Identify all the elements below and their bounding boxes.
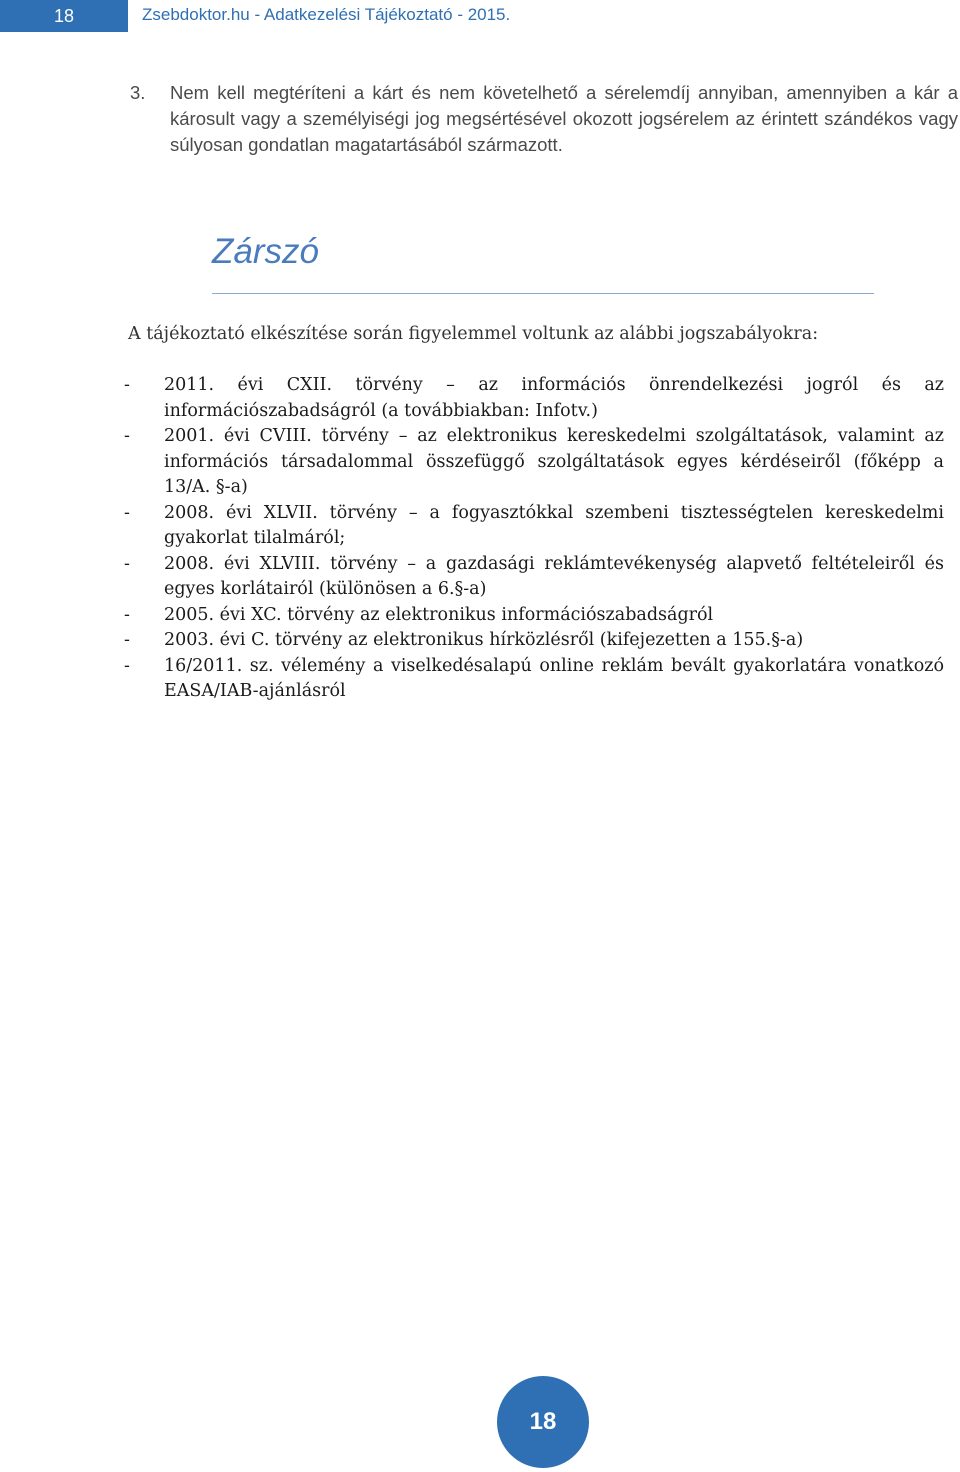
- section-heading: Zárszó: [212, 232, 319, 271]
- list-item-text: 16/2011. sz. vélemény a viselkedésalapú online reklám bevált gyakorlatára vonatkozó EASA/IAB-ajánlásról: [164, 655, 944, 701]
- list-item-text: 2011. évi CXII. törvény – az információs önrendelkezési jogról és az információszabadságról (a továbbiakban: Infotv.): [164, 375, 944, 421]
- footer-page-number: 18: [497, 1376, 589, 1468]
- list-bullet: -: [124, 375, 130, 395]
- law-list: [124, 373, 944, 705]
- header-title: Zsebdoktor.hu - Adatkezelési Tájékoztató - 2015.: [142, 5, 511, 24]
- list-item: [124, 552, 944, 603]
- intro-text: A tájékoztató elkészítése során figyelemmel voltunk az alábbi jogszabályokra:: [128, 324, 819, 344]
- paragraph-number: 3.: [130, 82, 146, 103]
- list-item: [124, 603, 944, 629]
- list-item: [124, 424, 944, 501]
- list-bullet: -: [124, 502, 130, 523]
- list-bullet: -: [124, 426, 130, 446]
- list-bullet: -: [124, 630, 130, 650]
- list-item-text: 2005. évi XC. törvény az elektronikus információszabadságról: [164, 604, 714, 625]
- list-item: [124, 654, 944, 705]
- heading-divider: [212, 293, 874, 294]
- list-item: [124, 628, 944, 654]
- paragraph-text: Nem kell megtéríteni a kárt és nem követelhető a sérelemdíj annyiban, amennyiben a kár a károsult vagy a személyiségi jog megsértésével okozott jogsérelem az érintett szándékos vagy súlyosan gondatlan magatartásából származott.: [170, 82, 958, 155]
- list-item-text: 2001. évi CVIII. törvény – az elektronikus kereskedelmi szolgáltatások, valamint az információs társadalommal összefüggő szolgáltatások egyes kérdéseiről (főképp a 13/A. §-a): [164, 426, 944, 497]
- list-item: [124, 373, 944, 424]
- list-bullet: -: [124, 604, 130, 625]
- list-item-text: 2003. évi C. törvény az elektronikus hírközlésről (kifejezetten a 155.§-a): [164, 630, 804, 650]
- list-item: [124, 501, 944, 552]
- numbered-paragraph: [130, 80, 958, 158]
- list-bullet: -: [124, 655, 130, 676]
- list-bullet: -: [124, 553, 130, 574]
- list-item-text: 2008. évi XLVIII. törvény – a gazdasági reklámtevékenység alapvető feltételeiről és egyes korlátairól (különösen a 6.§-a): [164, 553, 944, 599]
- list-item-text: 2008. évi XLVII. törvény – a fogyasztókkal szembeni tisztességtelen kereskedelmi gyakorlat tilalmáról;: [164, 502, 944, 548]
- header-page-number: 18: [0, 0, 128, 32]
